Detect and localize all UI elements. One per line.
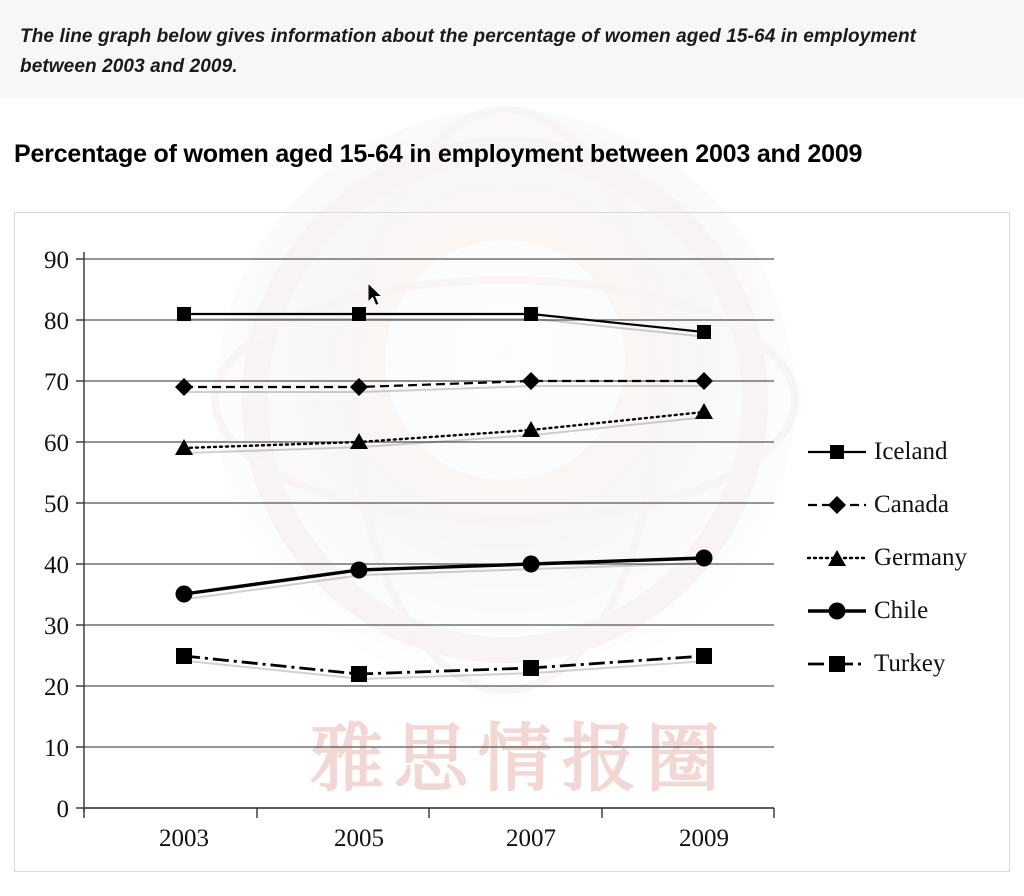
legend-item-turkey: [806, 637, 1006, 690]
legend-item-iceland: [806, 425, 1006, 478]
legend-key-germany-icon: [806, 548, 868, 568]
y-axis-ticks: [76, 259, 84, 808]
x-tick-label: 2007: [506, 825, 556, 852]
series-iceland: [177, 307, 711, 339]
legend-label: Germany: [874, 543, 968, 571]
legend-label: Iceland: [874, 437, 948, 465]
legend-item-canada: [806, 478, 1006, 531]
prompt-band: [0, 0, 1024, 98]
legend-label: Turkey: [874, 649, 946, 677]
y-tick-label: 90: [44, 247, 69, 274]
watermark-text: 雅思情报圈: [310, 716, 730, 802]
x-tick-label: 2003: [159, 825, 209, 852]
legend-key-iceland-icon: [806, 442, 868, 462]
y-tick-label: 10: [44, 735, 69, 762]
y-tick-label: 30: [44, 613, 69, 640]
y-tick-label: 40: [44, 552, 69, 579]
prompt-text: The line graph below gives information about the percentage of women aged 15-64 in employment between 2003 and 2009.: [20, 26, 917, 77]
y-tick-labels: [44, 247, 69, 823]
legend-key-turkey-icon: [806, 654, 868, 674]
chart-title: Percentage of women aged 15-64 in employment between 2003 and 2009: [14, 140, 863, 168]
y-tick-label: 0: [56, 796, 69, 823]
y-tick-label: 80: [44, 308, 69, 335]
series-germany: [175, 403, 713, 455]
x-axis-ticks: [84, 808, 774, 818]
legend-label: Canada: [874, 490, 949, 518]
y-tick-label: 70: [44, 369, 69, 396]
x-tick-label: 2005: [334, 825, 384, 852]
y-tick-label: 60: [44, 430, 69, 457]
x-tick-labels: [159, 825, 729, 852]
legend-label: Chile: [874, 596, 929, 624]
series-chile: [176, 550, 713, 603]
legend-key-chile-icon: [806, 601, 868, 621]
legend-key-canada-icon: [806, 495, 868, 515]
chart-legend: [806, 425, 1006, 690]
legend-item-germany: [806, 531, 1006, 584]
legend-item-chile: [806, 584, 1006, 637]
y-tick-label: 50: [44, 491, 69, 518]
x-tick-label: 2009: [679, 825, 729, 852]
grid-lines: [84, 259, 774, 808]
y-tick-label: 20: [44, 674, 69, 701]
